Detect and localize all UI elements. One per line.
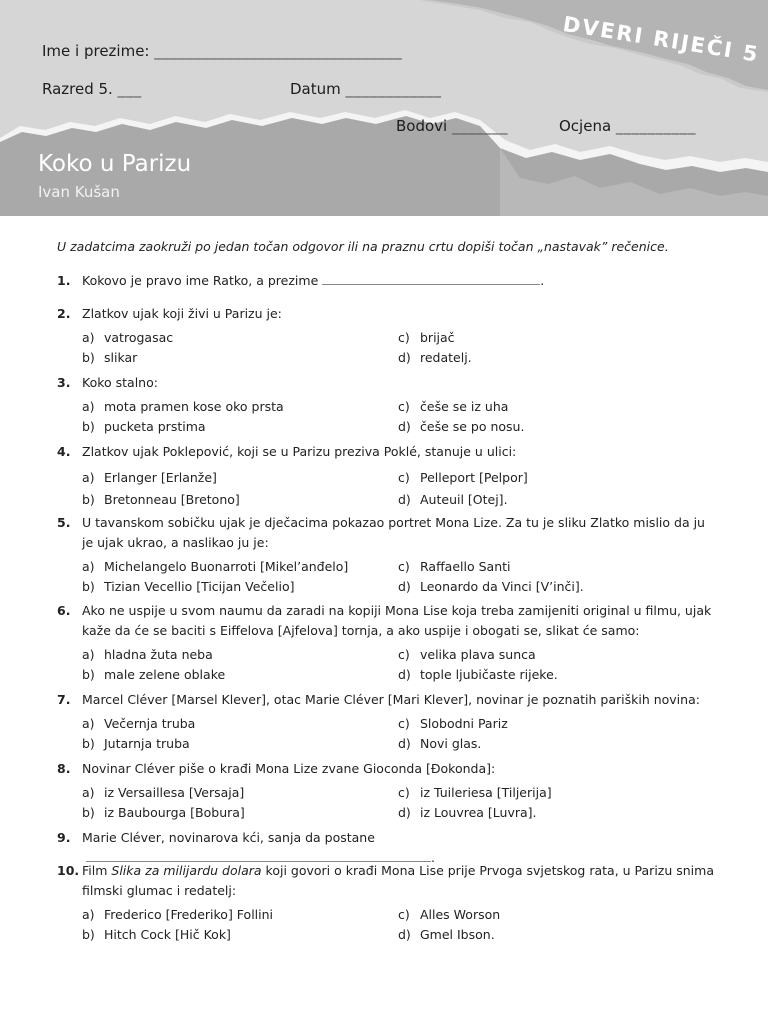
name-field[interactable] (42, 42, 402, 60)
option-a[interactable]: a) hladna žuta neba (82, 647, 213, 662)
question-text: Marcel Cléver [Marsel Klever], otac Marie Cléver [Mari Klever], novinar je poznatih pariških novina: (82, 692, 700, 707)
date-blank[interactable]: ____________ (345, 80, 442, 98)
question-text: Zlatkov ujak Poklepović, koji se u Parizu preziva Poklé, stanuje u ulici: (82, 444, 517, 459)
option-c[interactable]: c) iz Tuileriesa [Tiljerija] (398, 785, 552, 800)
question-2 (57, 304, 717, 368)
question-number: 9. (57, 830, 71, 845)
option-b[interactable]: b) Jutarnja truba (82, 736, 190, 751)
question-text: Marie Cléver, novinarova kći, sanja da postane (82, 830, 375, 845)
class-label: Razred 5. (42, 80, 113, 98)
brand-logo: DVERI RIJEČI 5 (561, 12, 762, 67)
option-a[interactable]: a) iz Versaillesa [Versaja] (82, 785, 245, 800)
question-text: Kokovo je pravo ime Ratko, a prezime (82, 273, 319, 288)
question-9: 9. Marie Cléver, novinarova kći, sanja da postane . (57, 830, 435, 865)
name-blank[interactable]: _______________________________ (154, 42, 403, 60)
question-text: Film Slika za milijardu dolara koji govori o krađi Mona Lise prije Prvoga svjetskog rata, u Parizu snima filmski glumac i redatelj: (82, 863, 714, 898)
question-number: 2. (57, 306, 71, 321)
question-text: Ako ne uspije u svom naumu da zaradi na kopiji Mona Lise koja treba zamijeniti original u filmu, ujak kaže da će se baciti s Eiffelova [Ajfelova] tornja, a ako uspije i obogati se, slikat će samo: (82, 603, 712, 638)
option-d[interactable]: d) iz Louvrea [Luvra]. (398, 805, 537, 820)
question-1: 1. Kokovo je pravo ime Ratko, a prezime . (57, 271, 717, 291)
option-b[interactable]: b) Tizian Vecellio [Ticijan Večelio] (82, 579, 295, 594)
question-text: Koko stalno: (82, 375, 158, 390)
option-c[interactable]: c) Alles Worson (398, 907, 501, 922)
points-field[interactable] (396, 117, 508, 135)
name-label: Ime i prezime: (42, 42, 150, 60)
option-a[interactable]: a) Erlanger [Erlanže] (82, 470, 217, 485)
date-field[interactable] (290, 80, 442, 98)
question-10 (57, 861, 717, 945)
option-b[interactable]: b) slikar (82, 350, 138, 365)
question-5 (57, 513, 717, 597)
worksheet-header (0, 0, 768, 216)
option-a[interactable]: a) Michelangelo Buonarroti [Mikel’anđelo] (82, 559, 349, 574)
option-d[interactable]: d) tople ljubičaste rijeke. (398, 667, 558, 682)
question-text: U tavanskom sobičku ujak je dječacima pokazao portret Mona Lize. Za tu je sliku Zlatko mislio da ju je ujak ukrao, a naslikao ju je: (82, 515, 705, 550)
question-6 (57, 601, 717, 685)
question-number: 7. (57, 692, 71, 707)
film-title: Slika za milijardu dolara (111, 863, 262, 878)
option-b[interactable]: b) Hitch Cock [Hič Kok] (82, 927, 231, 942)
points-blank[interactable]: _______ (452, 117, 508, 135)
option-c[interactable]: c) Raffaello Santi (398, 559, 511, 574)
question-number: 4. (57, 444, 71, 459)
option-b[interactable]: b) iz Baubourga [Bobura] (82, 805, 245, 820)
option-c[interactable]: c) brijač (398, 330, 455, 345)
question-number: 3. (57, 375, 71, 390)
option-a[interactable]: a) mota pramen kose oko prsta (82, 399, 284, 414)
option-d[interactable]: d) Auteuil [Otej]. (398, 492, 508, 507)
option-b[interactable]: b) pucketa prstima (82, 419, 206, 434)
option-c[interactable]: c) velika plava sunca (398, 647, 536, 662)
question-4 (57, 442, 717, 506)
instructions: U zadatcima zaokruži po jedan točan odgovor ili na praznu crtu dopiši točan „nastavak” rečenice. (57, 239, 669, 254)
question-number: 10. (57, 863, 80, 878)
question-number: 5. (57, 515, 71, 530)
question-text: Zlatkov ujak koji živi u Parizu je: (82, 306, 282, 321)
option-a[interactable]: a) Frederico [Frederiko] Follini (82, 907, 274, 922)
option-b[interactable]: b) male zelene oblake (82, 667, 226, 682)
author-name: Ivan Kušan (38, 183, 120, 201)
option-d[interactable]: d) Leonardo da Vinci [V’inči]. (398, 579, 584, 594)
date-label: Datum (290, 80, 341, 98)
option-a[interactable]: a) vatrogasac (82, 330, 174, 345)
page-title: Koko u Parizu (38, 151, 192, 177)
option-c[interactable]: c) češe se iz uha (398, 399, 509, 414)
option-b[interactable]: b) Bretonneau [Bretono] (82, 492, 240, 507)
grade-label: Ocjena (559, 117, 612, 135)
question-7 (57, 690, 717, 754)
question-number: 1. (57, 273, 71, 288)
option-d[interactable]: d) Gmel Ibson. (398, 927, 495, 942)
option-d[interactable]: d) češe se po nosu. (398, 419, 525, 434)
question-8 (57, 759, 717, 823)
class-field[interactable] (42, 80, 142, 98)
option-a[interactable]: a) Večernja truba (82, 716, 196, 731)
question-text: Novinar Cléver piše o krađi Mona Lize zvane Gioconda [Đokonda]: (82, 761, 496, 776)
option-c[interactable]: c) Pelleport [Pelpor] (398, 470, 528, 485)
option-c[interactable]: c) Slobodni Pariz (398, 716, 508, 731)
option-d[interactable]: d) Novi glas. (398, 736, 482, 751)
grade-field[interactable] (559, 117, 696, 135)
class-blank[interactable]: ___ (117, 80, 142, 98)
question-number: 8. (57, 761, 71, 776)
points-label: Bodovi (396, 117, 448, 135)
option-d[interactable]: d) redatelj. (398, 350, 472, 365)
grade-blank[interactable]: __________ (615, 117, 696, 135)
question-number: 6. (57, 603, 71, 618)
question-3 (57, 373, 717, 437)
answer-line[interactable] (322, 272, 540, 285)
